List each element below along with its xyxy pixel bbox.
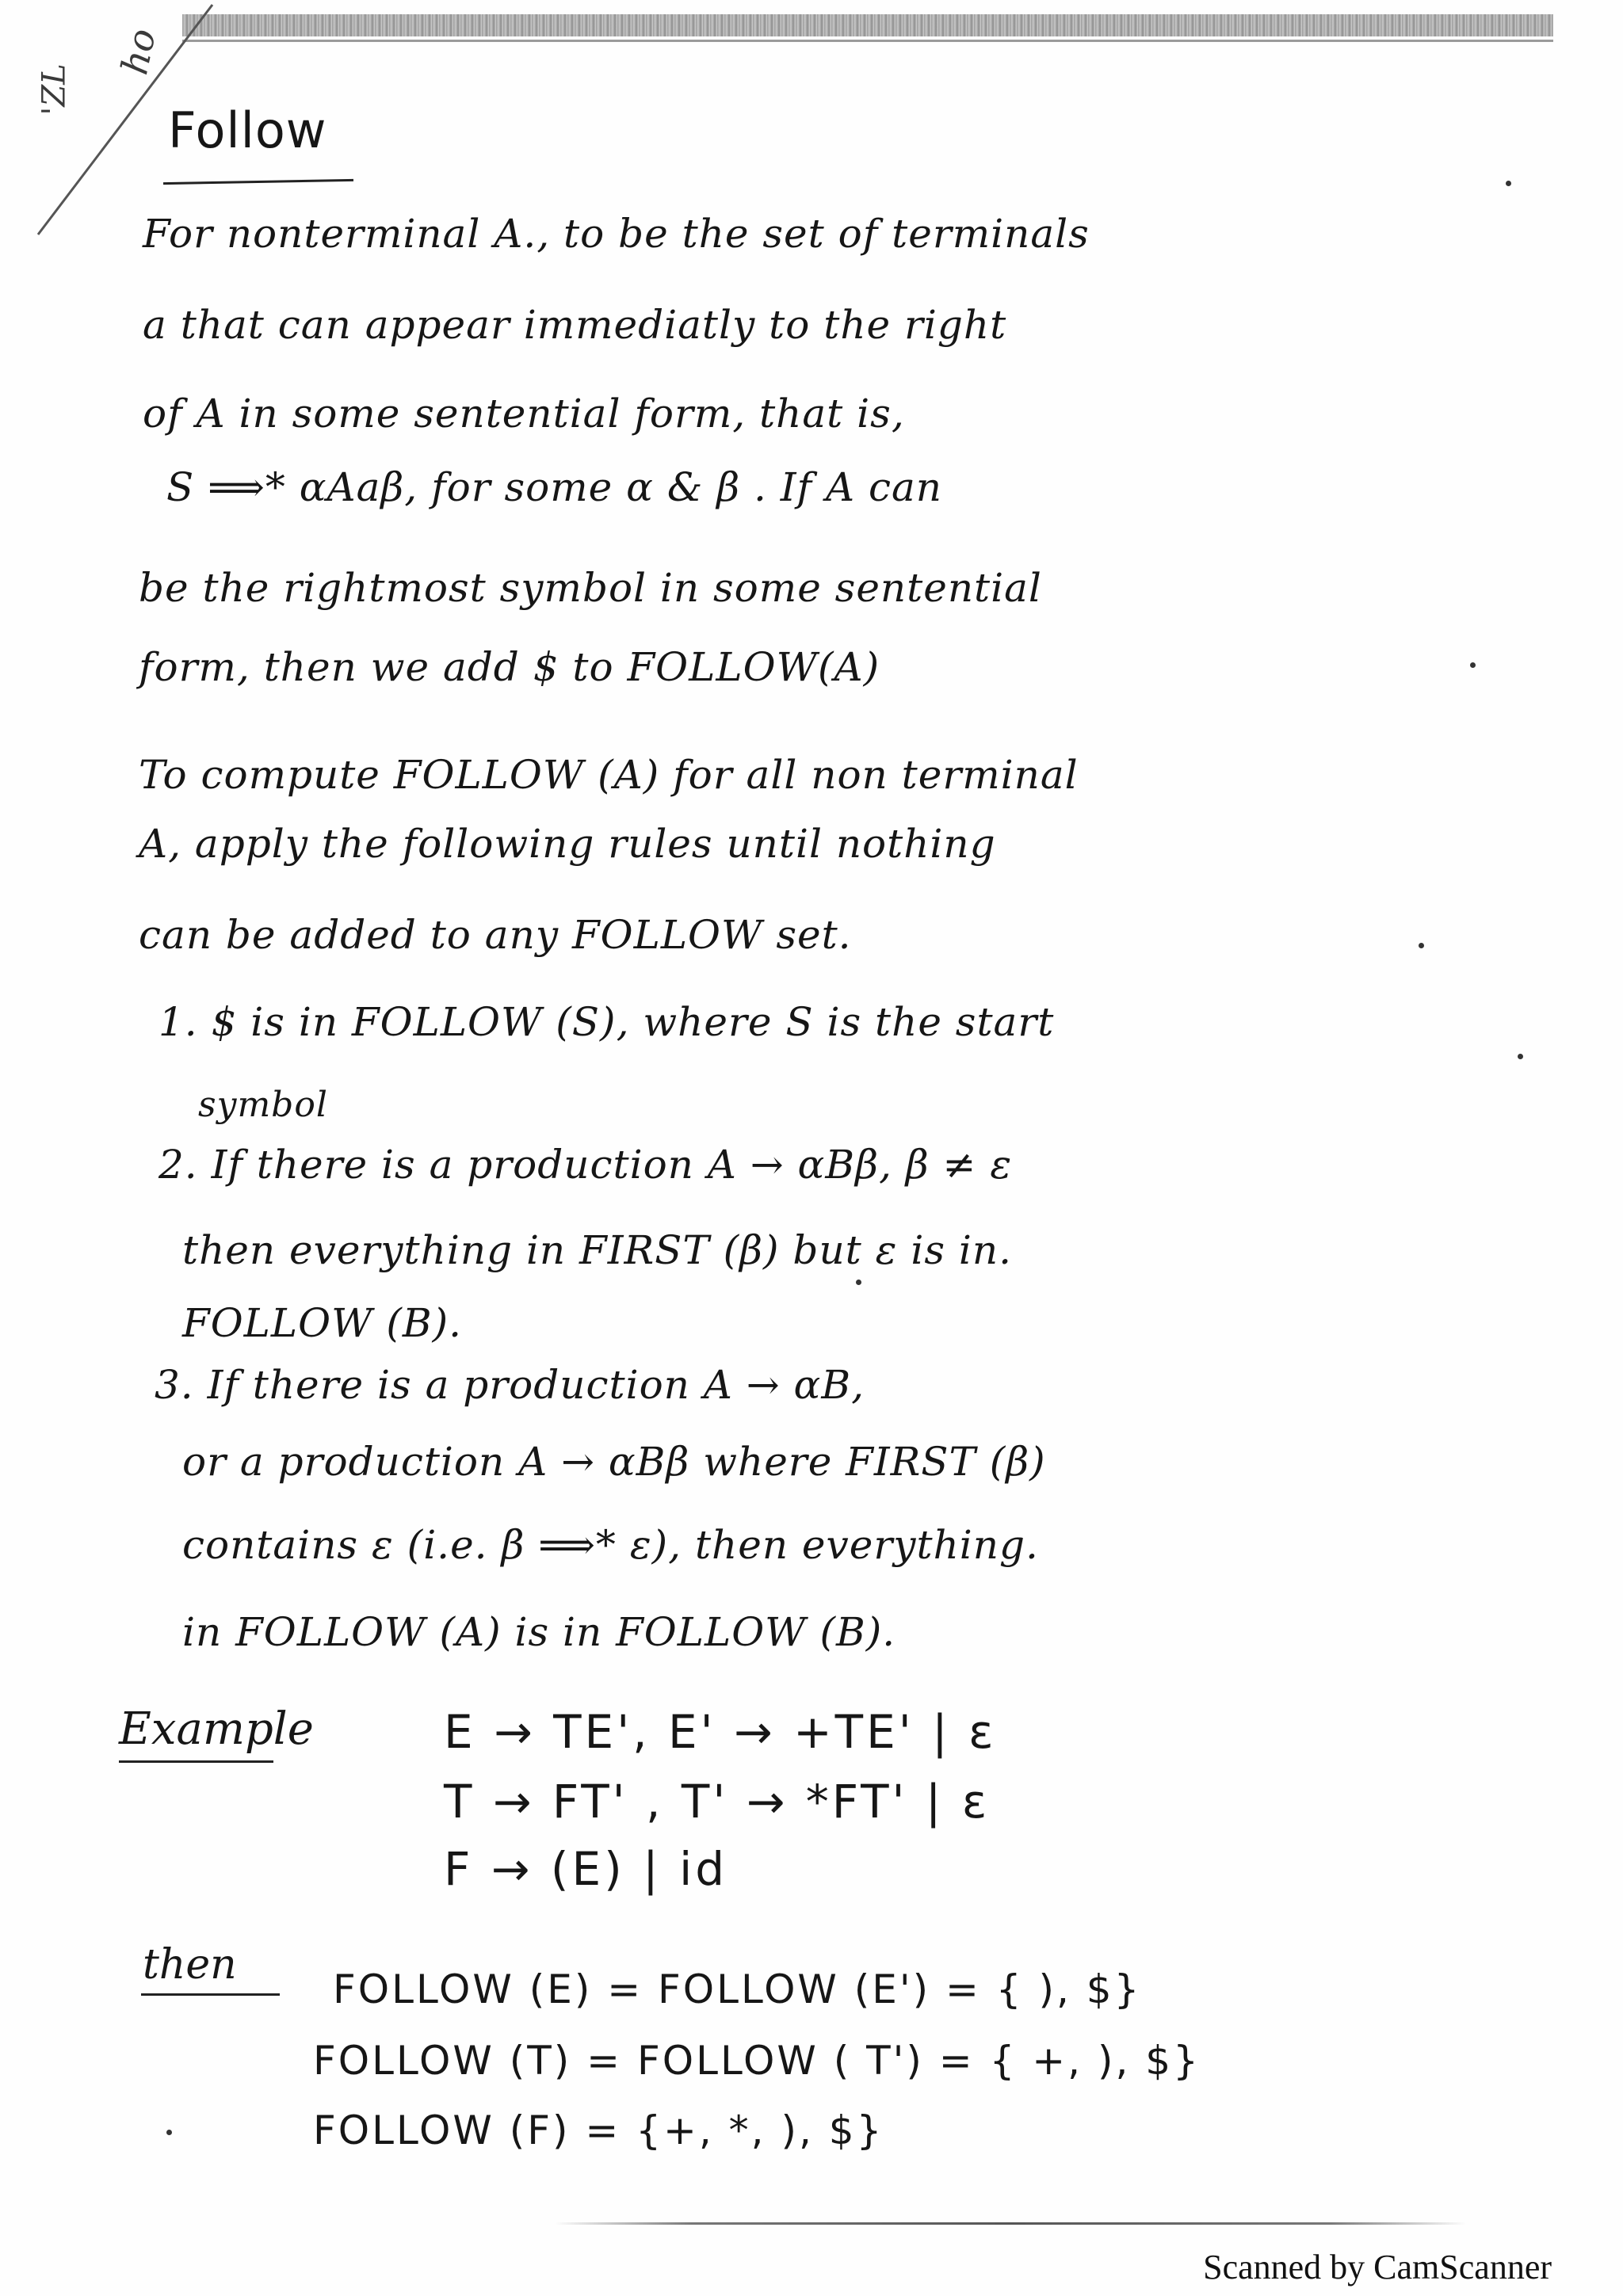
scan-dot: [166, 2130, 172, 2135]
definition-line-4: S ⟹* αAaβ, for some α & β . If A can: [166, 464, 942, 510]
scan-dot: [1419, 943, 1424, 948]
rule-1-line: 1. $ is in FOLLOW (S), where S is the start: [158, 999, 1055, 1045]
scanner-watermark: Scanned by CamScanner: [1203, 2248, 1552, 2286]
rule-2-line: 2. If there is a production A → αBβ, β ≠ ε: [158, 1142, 1013, 1188]
page-title: Follow: [168, 101, 327, 159]
margin-scribble: [5, 24, 171, 182]
rule-2-continuation-1: then everything in FIRST (β) but ε is in.: [182, 1227, 1012, 1273]
follow-result-t: FOLLOW (T) = FOLLOW ( T') = { +, ), $}: [313, 2038, 1201, 2084]
rule-1-continuation: symbol: [198, 1085, 328, 1125]
definition-line-3: of A in some sentential form, that is,: [143, 391, 905, 437]
scan-dot: [1470, 662, 1476, 668]
grammar-line-3: F → (E) | id: [444, 1842, 728, 1896]
margin-scribble-top: ho: [113, 25, 165, 78]
grammar-line-1: E → TE', E' → +TE' | ε: [444, 1705, 997, 1759]
then-label: then: [143, 1941, 237, 1989]
scan-dot: [856, 1280, 861, 1285]
follow-result-e: FOLLOW (E) = FOLLOW (E') = { ), $}: [333, 1966, 1142, 2012]
rule-3-continuation-1: or a production A → αBβ where FIRST (β): [182, 1439, 1046, 1485]
scan-dot: [1506, 181, 1511, 186]
margin-scribble-side: 'ZL: [36, 63, 73, 116]
scan-dot: [1518, 1054, 1523, 1059]
rule-3-continuation-2: contains ε (i.e. β ⟹* ε), then everything.: [182, 1522, 1039, 1568]
example-label: Example: [119, 1703, 314, 1755]
page-top-edge-line: [182, 40, 1553, 42]
rule-3-continuation-3: in FOLLOW (A) is in FOLLOW (B).: [182, 1609, 896, 1655]
grammar-line-2: T → FT' , T' → *FT' | ε: [444, 1775, 991, 1829]
compute-intro-line-3: can be added to any FOLLOW set.: [139, 912, 852, 958]
compute-intro-line-2: A, apply the following rules until nothing: [139, 821, 996, 867]
then-underline: [141, 1993, 280, 1996]
page-bottom-edge: [555, 2222, 1466, 2225]
definition-line-6: form, then we add $ to FOLLOW(A): [139, 644, 880, 690]
compute-intro-line-1: To compute FOLLOW (A) for all non terminal: [139, 752, 1079, 798]
definition-line-2: a that can appear immediatly to the right: [143, 302, 1007, 348]
page-top-edge: [182, 14, 1553, 36]
rule-2-continuation-2: FOLLOW (B).: [182, 1300, 463, 1346]
definition-line-5: be the rightmost symbol in some sentential: [139, 565, 1042, 611]
example-underline: [119, 1760, 273, 1763]
definition-line-1: For nonterminal A., to be the set of terminals: [143, 211, 1090, 257]
rule-3-line: 3. If there is a production A → αB,: [155, 1362, 865, 1408]
follow-result-f: FOLLOW (F) = {+, *, ), $}: [313, 2107, 884, 2153]
